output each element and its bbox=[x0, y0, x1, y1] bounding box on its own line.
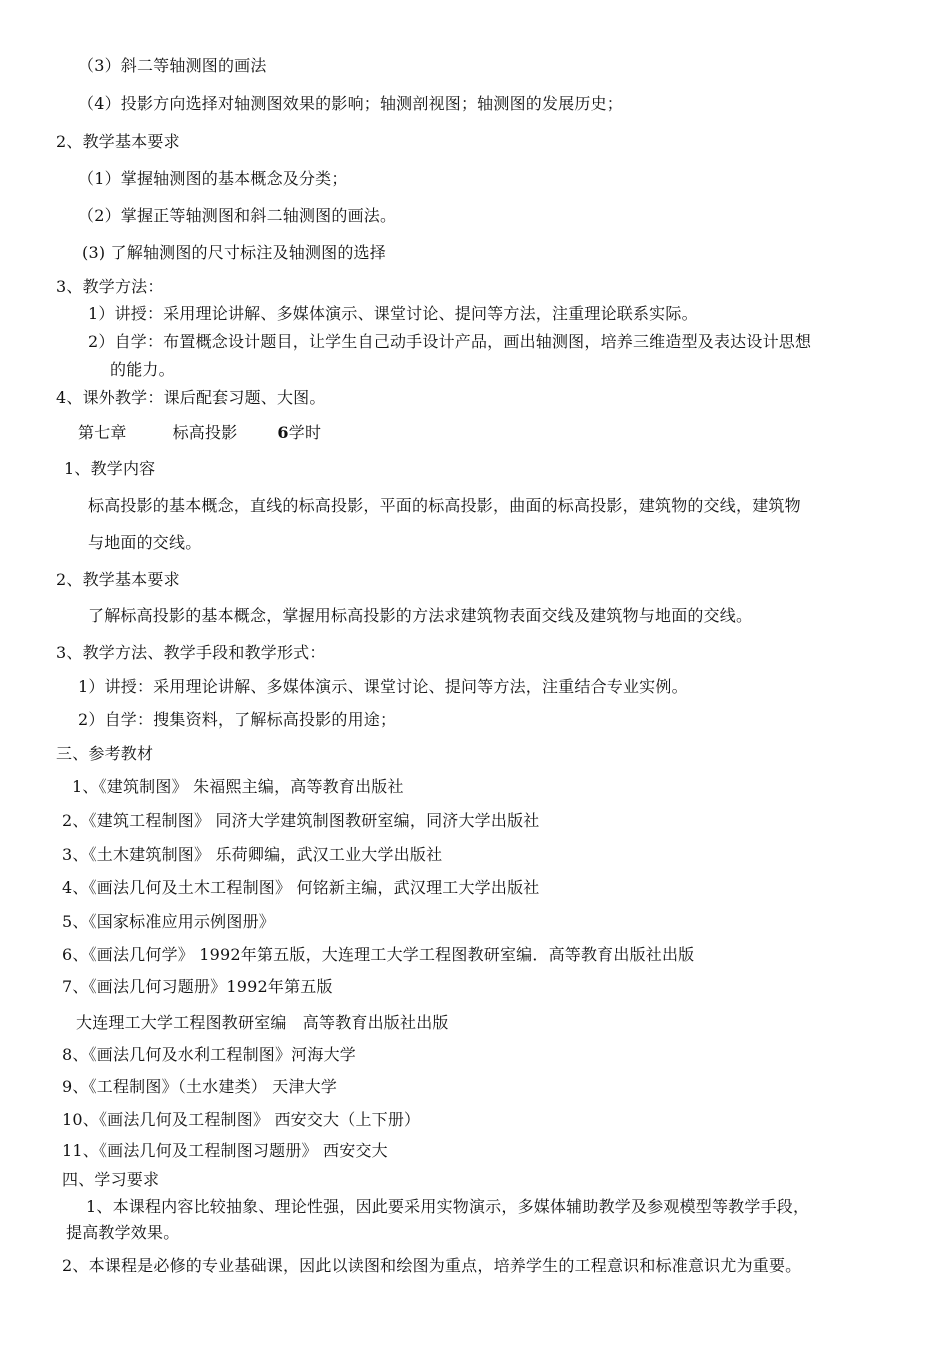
ch6-methods-self-study-line1: 2）自学：布置概念设计题目，让学生自己动手设计产品，画出轴测图，培养三维造型及表达设计思想 bbox=[88, 332, 812, 351]
ch7-methods-lecture: 1）讲授：采用理论讲解、多媒体演示、课堂讨论、提问等方法，注重结合专业实例。 bbox=[78, 677, 688, 696]
ch6-requirement-3: (3) 了解轴测图的尺寸标注及轴测图的选择 bbox=[82, 243, 386, 262]
ch7-methods-heading: 3、教学方法、教学手段和教学形式： bbox=[56, 643, 326, 662]
ch6-methods-heading: 3、教学方法： bbox=[56, 277, 164, 296]
ch7-hours-number: 6 bbox=[277, 423, 289, 442]
reference-item-3: 3、《土木建筑制图》 乐荷卿编，武汉工业大学出版社 bbox=[62, 845, 443, 864]
ch6-requirements-heading: 2、教学基本要求 bbox=[56, 132, 180, 151]
ch6-content-item-4: （4）投影方向选择对轴测图效果的影响；轴测剖视图；轴测图的发展历史； bbox=[78, 94, 623, 113]
reference-item-1: 1、《建筑制图》 朱福熙主编，高等教育出版社 bbox=[72, 777, 404, 796]
reference-item-11: 11、《画法几何及工程制图习题册》 西安交大 bbox=[62, 1141, 388, 1160]
ch7-hours-unit: 学时 bbox=[288, 423, 322, 442]
reference-item-9: 9、《工程制图》（土水建类） 天津大学 bbox=[62, 1077, 338, 1096]
study-requirements-heading: 四、学习要求 bbox=[62, 1170, 160, 1189]
reference-item-5: 5、《国家标准应用示例图册》 bbox=[62, 912, 275, 931]
reference-item-10: 10、《画法几何及工程制图》 西安交大（上下册） bbox=[62, 1110, 421, 1129]
ch6-methods-lecture: 1）讲授：采用理论讲解、多媒体演示、课堂讨论、提问等方法，注重理论联系实际。 bbox=[88, 304, 698, 323]
ch6-requirement-1: （1）掌握轴测图的基本概念及分类； bbox=[78, 169, 348, 188]
ch6-extracurricular: 4、课外教学：课后配套习题、大图。 bbox=[56, 388, 326, 407]
ch7-methods-self-study: 2）自学：搜集资料，了解标高投影的用途； bbox=[78, 710, 397, 729]
ch7-chapter-title: 标高投影 bbox=[172, 423, 238, 442]
reference-item-6: 6、《画法几何学》 1992年第五版，大连理工大学工程图教研室编．高等教育出版社出版 bbox=[62, 945, 695, 964]
ch7-chapter-label: 第七章 bbox=[78, 423, 127, 442]
ch7-content-line2: 与地面的交线。 bbox=[88, 533, 202, 552]
references-heading: 三、参考教材 bbox=[56, 744, 154, 763]
ch7-requirements-heading: 2、教学基本要求 bbox=[56, 570, 180, 589]
ch7-title-line bbox=[78, 423, 321, 443]
study-requirement-2: 2、本课程是必修的专业基础课，因此以读图和绘图为重点，培养学生的工程意识和标准意识尤为重要。 bbox=[62, 1256, 802, 1275]
ch6-methods-self-study-line2: 的能力。 bbox=[110, 360, 175, 379]
reference-item-2: 2、《建筑工程制图》 同济大学建筑制图教研室编，同济大学出版社 bbox=[62, 811, 540, 830]
reference-item-8: 8、《画法几何及水利工程制图》河海大学 bbox=[62, 1045, 356, 1064]
reference-item-7-publisher: 大连理工大学工程图教研室编 高等教育出版社出版 bbox=[76, 1013, 449, 1032]
study-requirement-1-line1: 1、本课程内容比较抽象、理论性强，因此要采用实物演示，多媒体辅助教学及参观模型等教学手段， bbox=[86, 1197, 810, 1216]
ch6-content-item-3: （3）斜二等轴测图的画法 bbox=[78, 56, 267, 75]
ch7-content-line1: 标高投影的基本概念，直线的标高投影，平面的标高投影，曲面的标高投影，建筑物的交线，建筑物 bbox=[88, 496, 801, 515]
study-requirement-1-line2: 提高教学效果。 bbox=[66, 1223, 180, 1242]
ch7-requirements-text: 了解标高投影的基本概念，掌握用标高投影的方法求建筑物表面交线及建筑物与地面的交线。 bbox=[88, 606, 753, 625]
reference-item-7: 7、《画法几何习题册》1992年第五版 bbox=[62, 977, 333, 996]
ch7-content-heading: 1、教学内容 bbox=[64, 459, 156, 478]
reference-item-4: 4、《画法几何及土木工程制图》 何铭新主编，武汉理工大学出版社 bbox=[62, 878, 540, 897]
ch6-requirement-2: （2）掌握正等轴测图和斜二轴测图的画法。 bbox=[78, 206, 397, 225]
